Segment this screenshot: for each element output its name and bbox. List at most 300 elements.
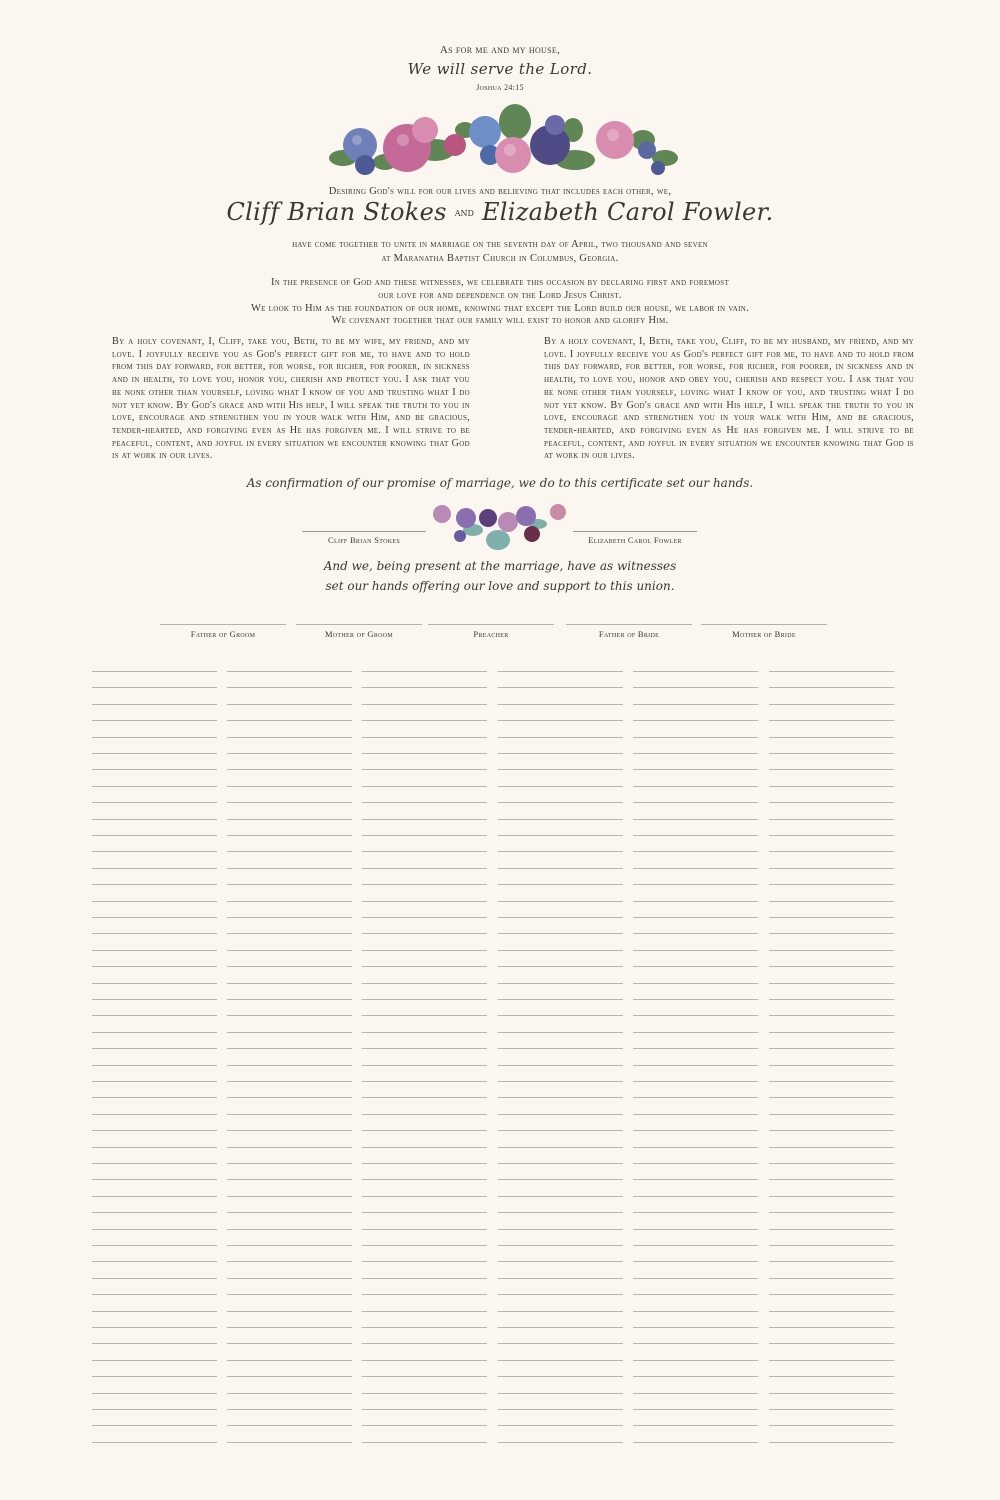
witness-signature-line[interactable] (92, 884, 217, 885)
witness-signature-line[interactable] (92, 1065, 217, 1066)
witness-row (92, 966, 894, 968)
witness-signature-line[interactable] (769, 1081, 894, 1082)
witness-signature-line[interactable] (633, 802, 758, 803)
witness-signature-line[interactable] (92, 917, 217, 918)
witness-signature-line[interactable] (769, 1343, 894, 1344)
witness-signature-line[interactable] (362, 769, 487, 770)
witness-signature-line[interactable] (498, 1048, 623, 1049)
witness-signature-line[interactable] (92, 901, 217, 902)
witness-signature-line[interactable] (769, 753, 894, 754)
witness-signature-line[interactable] (769, 1360, 894, 1361)
role-signature-line[interactable] (428, 624, 554, 625)
witness-signature-line[interactable] (92, 1425, 217, 1426)
witness-signature-line[interactable] (92, 933, 217, 934)
witness-signature-line[interactable] (362, 1179, 487, 1180)
witness-signature-line[interactable] (92, 1114, 217, 1115)
witness-signature-line[interactable] (769, 868, 894, 869)
witness-signature-line[interactable] (633, 1065, 758, 1066)
witness-signature-line[interactable] (362, 1147, 487, 1148)
witness-signature-line[interactable] (498, 1015, 623, 1016)
witness-signature-line[interactable] (362, 983, 487, 984)
witness-signature-line[interactable] (633, 1163, 758, 1164)
witness-signature-line[interactable] (769, 901, 894, 902)
witness-signature-line[interactable] (92, 1229, 217, 1230)
witness-signature-line[interactable] (362, 671, 487, 672)
witness-signature-line[interactable] (498, 1163, 623, 1164)
witness-signature-line[interactable] (362, 917, 487, 918)
witness-signature-line[interactable] (769, 1196, 894, 1197)
witness-signature-line[interactable] (498, 950, 623, 951)
witness-signature-line[interactable] (362, 1425, 487, 1426)
witness-signature-line[interactable] (633, 1081, 758, 1082)
witness-signature-line[interactable] (92, 1360, 217, 1361)
witness-signature-line[interactable] (362, 1360, 487, 1361)
witness-signature-line[interactable] (498, 966, 623, 967)
witness-signature-line[interactable] (769, 851, 894, 852)
witness-signature-line[interactable] (227, 802, 352, 803)
witness-signature-line[interactable] (633, 983, 758, 984)
witness-signature-line[interactable] (227, 851, 352, 852)
witness-signature-line[interactable] (92, 1327, 217, 1328)
witness-signature-line[interactable] (362, 1343, 487, 1344)
witness-signature-line[interactable] (633, 819, 758, 820)
witness-signature-line[interactable] (633, 671, 758, 672)
witness-signature-line[interactable] (92, 1147, 217, 1148)
witness-signature-line[interactable] (498, 835, 623, 836)
witness-signature-line[interactable] (769, 966, 894, 967)
witness-signature-line[interactable] (227, 1261, 352, 1262)
witness-signature-line[interactable] (92, 819, 217, 820)
witness-signature-line[interactable] (362, 1294, 487, 1295)
witness-signature-line[interactable] (498, 1442, 623, 1443)
witness-signature-line[interactable] (362, 704, 487, 705)
witness-signature-line[interactable] (227, 1425, 352, 1426)
witness-signature-line[interactable] (769, 1179, 894, 1180)
witness-signature-line[interactable] (92, 1048, 217, 1049)
witness-row (92, 1278, 894, 1280)
witness-signature-line[interactable] (362, 1229, 487, 1230)
witness-signature-line[interactable] (92, 1409, 217, 1410)
witness-signature-line[interactable] (227, 1294, 352, 1295)
witness-signature-line[interactable] (362, 819, 487, 820)
witness-signature-line[interactable] (362, 687, 487, 688)
witness-signature-line[interactable] (362, 835, 487, 836)
witness-row (92, 835, 894, 837)
witness-signature-line[interactable] (769, 1278, 894, 1279)
witness-signature-line[interactable] (633, 720, 758, 721)
witness-signature-line[interactable] (498, 1212, 623, 1213)
witness-signature-line[interactable] (92, 950, 217, 951)
witness-signature-line[interactable] (633, 1196, 758, 1197)
witness-signature-line[interactable] (498, 753, 623, 754)
witness-signature-line[interactable] (227, 835, 352, 836)
witness-signature-line[interactable] (498, 1294, 623, 1295)
witness-signature-line[interactable] (227, 999, 352, 1000)
witness-signature-line[interactable] (227, 1245, 352, 1246)
witness-signature-line[interactable] (227, 1442, 352, 1443)
witness-signature-line[interactable] (769, 1130, 894, 1131)
witness-signature-line[interactable] (633, 917, 758, 918)
witness-signature-line[interactable] (362, 802, 487, 803)
witness-signature-line[interactable] (227, 1409, 352, 1410)
witness-signature-line[interactable] (769, 1442, 894, 1443)
witness-signature-line[interactable] (633, 1114, 758, 1115)
witness-signature-line[interactable] (769, 1327, 894, 1328)
witness-signature-line[interactable] (633, 1212, 758, 1213)
witness-signature-line[interactable] (769, 1245, 894, 1246)
witness-signature-line[interactable] (498, 704, 623, 705)
witness-signature-line[interactable] (769, 1212, 894, 1213)
witness-signature-line[interactable] (227, 1179, 352, 1180)
witness-signature-line[interactable] (769, 1163, 894, 1164)
witness-signature-line[interactable] (362, 999, 487, 1000)
witness-signature-line[interactable] (498, 901, 623, 902)
witness-signature-line[interactable] (227, 1278, 352, 1279)
witness-signature-line[interactable] (633, 786, 758, 787)
witness-signature-line[interactable] (498, 1065, 623, 1066)
witness-signature-line[interactable] (92, 737, 217, 738)
witness-signature-line[interactable] (227, 769, 352, 770)
witness-signature-line[interactable] (92, 1097, 217, 1098)
witness-signature-line[interactable] (362, 901, 487, 902)
witness-signature-line[interactable] (227, 983, 352, 984)
witness-signature-line[interactable] (227, 1065, 352, 1066)
witness-signature-line[interactable] (769, 671, 894, 672)
witness-signature-line[interactable] (227, 671, 352, 672)
witness-signature-line[interactable] (498, 1229, 623, 1230)
witness-signature-line[interactable] (498, 983, 623, 984)
witness-signature-line[interactable] (769, 802, 894, 803)
witness-signature-line[interactable] (633, 835, 758, 836)
witness-signature-line[interactable] (633, 933, 758, 934)
witness-signature-line[interactable] (227, 704, 352, 705)
witness-signature-line[interactable] (498, 868, 623, 869)
bride-signature-line[interactable] (573, 531, 697, 532)
witness-signature-line[interactable] (92, 1442, 217, 1443)
witness-signature-line[interactable] (498, 687, 623, 688)
witness-signature-line[interactable] (362, 1048, 487, 1049)
role-signature-line[interactable] (701, 624, 827, 625)
witness-signature-line[interactable] (769, 950, 894, 951)
witness-signature-line[interactable] (769, 1097, 894, 1098)
witness-signature-line[interactable] (769, 704, 894, 705)
witness-signature-line[interactable] (362, 1393, 487, 1394)
witness-signature-line[interactable] (92, 1015, 217, 1016)
witness-signature-line[interactable] (498, 769, 623, 770)
witness-signature-line[interactable] (769, 1048, 894, 1049)
witness-signature-line[interactable] (633, 966, 758, 967)
witness-signature-line[interactable] (498, 819, 623, 820)
witness-signature-line[interactable] (362, 1376, 487, 1377)
witness-signature-line[interactable] (498, 786, 623, 787)
witness-signature-line[interactable] (633, 737, 758, 738)
witness-signature-line[interactable] (362, 1081, 487, 1082)
role-signature-line[interactable] (160, 624, 286, 625)
witness-signature-line[interactable] (362, 737, 487, 738)
witness-signature-line[interactable] (362, 1163, 487, 1164)
witness-signature-line[interactable] (498, 1097, 623, 1098)
witness-signature-line[interactable] (92, 1163, 217, 1164)
witness-signature-line[interactable] (227, 1114, 352, 1115)
witness-signature-line[interactable] (498, 1311, 623, 1312)
witness-signature-line[interactable] (227, 901, 352, 902)
witness-signature-line[interactable] (498, 1425, 623, 1426)
witness-signature-line[interactable] (362, 933, 487, 934)
witness-signature-line[interactable] (633, 1245, 758, 1246)
witness-signature-line[interactable] (498, 1032, 623, 1033)
witness-signature-line[interactable] (227, 1147, 352, 1148)
witness-signature-line[interactable] (633, 1015, 758, 1016)
witness-signature-line[interactable] (633, 1376, 758, 1377)
witness-signature-line[interactable] (633, 1229, 758, 1230)
witness-signature-line[interactable] (227, 1048, 352, 1049)
witness-signature-line[interactable] (498, 720, 623, 721)
witness-signature-line[interactable] (633, 753, 758, 754)
witness-signature-line[interactable] (362, 1032, 487, 1033)
groom-signature-line[interactable] (302, 531, 426, 532)
witness-signature-line[interactable] (633, 1278, 758, 1279)
witness-signature-line[interactable] (769, 687, 894, 688)
witness-signature-line[interactable] (633, 687, 758, 688)
witness-signature-line[interactable] (498, 917, 623, 918)
witness-signature-line[interactable] (769, 1311, 894, 1312)
witness-signature-line[interactable] (769, 786, 894, 787)
witness-signature-line[interactable] (92, 1261, 217, 1262)
witness-signature-line[interactable] (92, 851, 217, 852)
witness-signature-line[interactable] (498, 671, 623, 672)
witness-signature-line[interactable] (227, 1196, 352, 1197)
witness-signature-line[interactable] (633, 1327, 758, 1328)
witness-signature-line[interactable] (769, 720, 894, 721)
witness-signature-line[interactable] (498, 851, 623, 852)
witness-signature-line[interactable] (498, 1130, 623, 1131)
witness-signature-line[interactable] (498, 737, 623, 738)
witness-signature-line[interactable] (92, 1278, 217, 1279)
witness-signature-line[interactable] (498, 884, 623, 885)
witness-signature-line[interactable] (92, 868, 217, 869)
witness-signature-line[interactable] (633, 769, 758, 770)
witness-signature-line[interactable] (92, 1130, 217, 1131)
witness-signature-line[interactable] (227, 966, 352, 967)
witness-signature-line[interactable] (498, 1179, 623, 1180)
witness-signature-line[interactable] (498, 1393, 623, 1394)
witness-signature-line[interactable] (633, 1048, 758, 1049)
witness-signature-line[interactable] (633, 1147, 758, 1148)
witness-signature-line[interactable] (769, 1261, 894, 1262)
witness-signature-line[interactable] (227, 1032, 352, 1033)
witness-signature-line[interactable] (227, 753, 352, 754)
witness-signature-line[interactable] (633, 1409, 758, 1410)
witness-signature-line[interactable] (769, 1032, 894, 1033)
witness-signature-line[interactable] (769, 917, 894, 918)
witness-signature-line[interactable] (227, 1229, 352, 1230)
witness-signature-line[interactable] (769, 983, 894, 984)
witness-signature-line[interactable] (92, 769, 217, 770)
witness-signature-line[interactable] (227, 1393, 352, 1394)
witness-signature-line[interactable] (633, 1179, 758, 1180)
witness-signature-line[interactable] (633, 1360, 758, 1361)
witness-signature-line[interactable] (633, 1393, 758, 1394)
witness-signature-line[interactable] (769, 1229, 894, 1230)
witness-signature-line[interactable] (227, 1360, 352, 1361)
witness-signature-line[interactable] (92, 671, 217, 672)
witness-signature-line[interactable] (769, 999, 894, 1000)
witness-signature-line[interactable] (227, 868, 352, 869)
witness-signature-line[interactable] (498, 1147, 623, 1148)
witness-signature-line[interactable] (92, 1393, 217, 1394)
witness-signature-line[interactable] (92, 1196, 217, 1197)
witness-signature-line[interactable] (498, 1261, 623, 1262)
witness-signature-line[interactable] (498, 1081, 623, 1082)
witness-signature-line[interactable] (362, 1278, 487, 1279)
witness-signature-line[interactable] (227, 933, 352, 934)
witness-signature-line[interactable] (633, 950, 758, 951)
witness-signature-line[interactable] (498, 1114, 623, 1115)
witness-signature-line[interactable] (769, 1294, 894, 1295)
witness-signature-line[interactable] (92, 983, 217, 984)
witness-signature-line[interactable] (633, 868, 758, 869)
witness-signature-line[interactable] (498, 1245, 623, 1246)
witness-signature-line[interactable] (227, 1212, 352, 1213)
witness-signature-line[interactable] (362, 851, 487, 852)
witness-signature-line[interactable] (498, 999, 623, 1000)
witness-signature-line[interactable] (92, 1179, 217, 1180)
witness-signature-line[interactable] (227, 1097, 352, 1098)
witness-signature-line[interactable] (769, 769, 894, 770)
witness-signature-line[interactable] (633, 901, 758, 902)
witness-signature-line[interactable] (769, 933, 894, 934)
witness-signature-line[interactable] (498, 1409, 623, 1410)
role-signature-line[interactable] (566, 624, 692, 625)
witness-signature-line[interactable] (92, 1245, 217, 1246)
witness-signature-line[interactable] (769, 737, 894, 738)
witness-signature-line[interactable] (633, 851, 758, 852)
witness-signature-line[interactable] (769, 1425, 894, 1426)
witness-signature-line[interactable] (769, 819, 894, 820)
witness-signature-line[interactable] (769, 835, 894, 836)
witness-signature-line[interactable] (92, 687, 217, 688)
witness-signature-line[interactable] (769, 884, 894, 885)
witness-signature-line[interactable] (227, 720, 352, 721)
witness-signature-line[interactable] (92, 1212, 217, 1213)
witness-signature-line[interactable] (227, 786, 352, 787)
witness-signature-line[interactable] (92, 1311, 217, 1312)
witness-signature-line[interactable] (769, 1015, 894, 1016)
witness-signature-line[interactable] (633, 1032, 758, 1033)
witness-signature-line[interactable] (362, 753, 487, 754)
witness-signature-line[interactable] (362, 1409, 487, 1410)
witness-signature-line[interactable] (362, 950, 487, 951)
witness-signature-line[interactable] (362, 786, 487, 787)
witness-signature-line[interactable] (92, 753, 217, 754)
witness-signature-line[interactable] (227, 1015, 352, 1016)
witness-signature-line[interactable] (498, 1327, 623, 1328)
witness-row (92, 1245, 894, 1247)
witness-signature-line[interactable] (92, 1376, 217, 1377)
witness-signature-line[interactable] (362, 868, 487, 869)
witness-signature-line[interactable] (769, 1065, 894, 1066)
witness-signature-line[interactable] (362, 1311, 487, 1312)
witness-signature-line[interactable] (227, 1343, 352, 1344)
witness-signature-line[interactable] (362, 966, 487, 967)
witness-signature-line[interactable] (227, 917, 352, 918)
witness-signature-line[interactable] (498, 1278, 623, 1279)
witness-signature-line[interactable] (362, 1442, 487, 1443)
witness-signature-line[interactable] (633, 1425, 758, 1426)
witness-signature-line[interactable] (227, 950, 352, 951)
witness-signature-line[interactable] (227, 1130, 352, 1131)
witness-signature-line[interactable] (633, 1130, 758, 1131)
witness-signature-line[interactable] (769, 1114, 894, 1115)
witness-signature-line[interactable] (227, 884, 352, 885)
witness-signature-line[interactable] (633, 1442, 758, 1443)
witness-signature-line[interactable] (498, 1343, 623, 1344)
witness-signature-line[interactable] (227, 1327, 352, 1328)
witness-signature-line[interactable] (633, 999, 758, 1000)
role-signature-line[interactable] (296, 624, 422, 625)
witness-signature-line[interactable] (362, 884, 487, 885)
witness-signature-line[interactable] (92, 786, 217, 787)
witness-signature-line[interactable] (227, 1163, 352, 1164)
witness-signature-line[interactable] (227, 1311, 352, 1312)
witness-signature-line[interactable] (92, 704, 217, 705)
witness-signature-line[interactable] (633, 704, 758, 705)
witness-signature-line[interactable] (362, 1327, 487, 1328)
witness-signature-line[interactable] (362, 1261, 487, 1262)
witness-signature-line[interactable] (633, 1097, 758, 1098)
witness-signature-line[interactable] (498, 1376, 623, 1377)
witness-signature-line[interactable] (92, 835, 217, 836)
witness-signature-line[interactable] (362, 720, 487, 721)
witness-signature-line[interactable] (769, 1393, 894, 1394)
witness-signature-line[interactable] (362, 1212, 487, 1213)
witness-signature-line[interactable] (498, 933, 623, 934)
witness-signature-line[interactable] (362, 1065, 487, 1066)
witness-signature-line[interactable] (92, 1032, 217, 1033)
witness-signature-line[interactable] (92, 966, 217, 967)
witness-signature-line[interactable] (227, 687, 352, 688)
witness-signature-line[interactable] (362, 1245, 487, 1246)
witness-signature-line[interactable] (362, 1015, 487, 1016)
witness-signature-line[interactable] (633, 1261, 758, 1262)
witness-signature-line[interactable] (227, 819, 352, 820)
witness-signature-line[interactable] (227, 1081, 352, 1082)
witness-signature-line[interactable] (92, 802, 217, 803)
witness-signature-line[interactable] (769, 1409, 894, 1410)
witness-signature-line[interactable] (92, 1081, 217, 1082)
witness-signature-line[interactable] (92, 999, 217, 1000)
witness-signature-line[interactable] (92, 1294, 217, 1295)
intro-statement: Desiring God's will for our lives and believing that includes each other, we, (328, 186, 672, 197)
witness-signature-line[interactable] (92, 1343, 217, 1344)
witness-signature-line[interactable] (362, 1097, 487, 1098)
witness-signature-line[interactable] (227, 1376, 352, 1377)
witness-signature-line[interactable] (633, 1311, 758, 1312)
witness-signature-line[interactable] (227, 737, 352, 738)
witness-signature-line[interactable] (633, 1294, 758, 1295)
witness-signature-line[interactable] (498, 802, 623, 803)
witness-signature-line[interactable] (92, 720, 217, 721)
witness-signature-line[interactable] (498, 1196, 623, 1197)
witness-signature-line[interactable] (498, 1360, 623, 1361)
witness-signature-line[interactable] (633, 1343, 758, 1344)
witness-signature-line[interactable] (769, 1376, 894, 1377)
witness-signature-line[interactable] (633, 884, 758, 885)
witness-signature-line[interactable] (769, 1147, 894, 1148)
witness-signature-line[interactable] (362, 1196, 487, 1197)
witness-signature-line[interactable] (362, 1130, 487, 1131)
witness-signature-line[interactable] (362, 1114, 487, 1115)
